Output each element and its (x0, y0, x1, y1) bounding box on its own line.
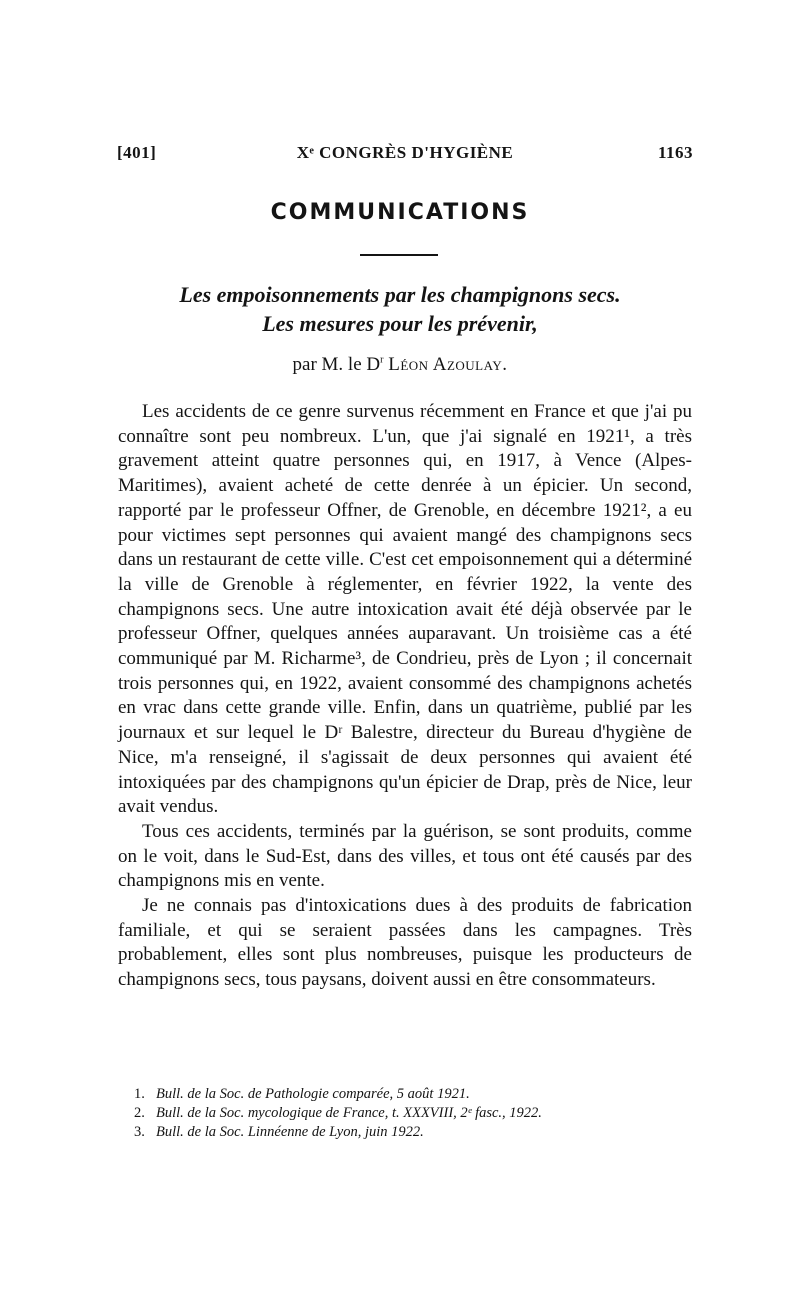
byline (0, 354, 800, 376)
footnote-text: Bull. de la Soc. mycologique de France, t. XXXVIII, 2ᵉ fasc., 1922. (156, 1105, 542, 1121)
journal-title: Xᵉ CONGRÈS D'HYGIÈNE (296, 143, 514, 162)
article-title (0, 280, 800, 338)
footnote-3 (134, 1123, 694, 1142)
byline-sup: r (380, 354, 384, 366)
footnotes (134, 1085, 694, 1142)
page-marker: [401] (117, 143, 157, 162)
paragraph-1: Les accidents de ce genre survenus récemment en France et que j'ai pu connaître sont peu nombreux. L'un, que j'ai signalé en 1921¹, a très gravement atteint quatre personnes qui, en 1917, à Vence (Alpes-Maritimes), avaient acheté de cette denrée à un épicier. Un second, rapporté par le professeur Offner, de Grenoble, en décembre 1921², a eu pour victimes sept personnes qui avaient mangé des champignons secs dans un restaurant de cette ville. C'est cet empoisonnement qui a déterminé la ville de Grenoble à réglementer, en février 1922, la vente des champignons secs. Une autre intoxication avait été déjà observée par le professeur Offner, quelques années auparavant. Un troisième cas a été communiqué par M. Richarme³, de Condrieu, près de Lyon ; il concernait trois personnes qui, en 1922, avaient consommé des champignons achetés en vrac dans cette grande ville. Enfin, dans un quatrième, publié par les journaux et sur lequel le Dʳ Balestre, directeur du Bureau d'hygiène de Nice, m'a renseigné, il s'agissait de deux personnes qui avaient été intoxiquées par des champignons qu'un épicier de Drap, près de Nice, leur avait vendus. (118, 401, 692, 818)
footnote-1 (134, 1085, 694, 1104)
author-name: Léon Azoulay. (388, 354, 508, 375)
footnote-number: 3. (134, 1124, 145, 1140)
paragraph-3: Je ne connais pas d'intoxications dues à des produits de fabrication familiale, et qui se seraient passées dans les campagnes. Très probablement, elles sont plus nombreuses, puisque les producteurs de champignons secs, tous paysans, doivent aussi en être consommateurs. (118, 895, 692, 991)
byline-prefix: par M. le D (292, 354, 381, 375)
footnote-text: Bull. de la Soc. de Pathologie comparée, 5 août 1921. (156, 1086, 470, 1102)
title-divider (360, 254, 438, 256)
article-body (118, 400, 692, 993)
article-title-line-2: Les mesures pour les prévenir, (262, 311, 538, 336)
footnote-text: Bull. de la Soc. Linnéenne de Lyon, juin 1922. (156, 1124, 424, 1140)
running-head (117, 143, 693, 165)
footnote-number: 2. (134, 1105, 145, 1121)
footnote-number: 1. (134, 1086, 145, 1102)
page-number: 1163 (657, 143, 693, 162)
article-title-line-1: Les empoisonnements par les champignons secs. (179, 282, 621, 307)
section-title: COMMUNICATIONS (270, 200, 530, 225)
paragraph-2: Tous ces accidents, terminés par la guérison, se sont produits, comme on le voit, dans le Sud-Est, dans des villes, et tous ont été causés par des champignons mis en vente. (118, 820, 692, 892)
footnote-2 (134, 1104, 694, 1123)
